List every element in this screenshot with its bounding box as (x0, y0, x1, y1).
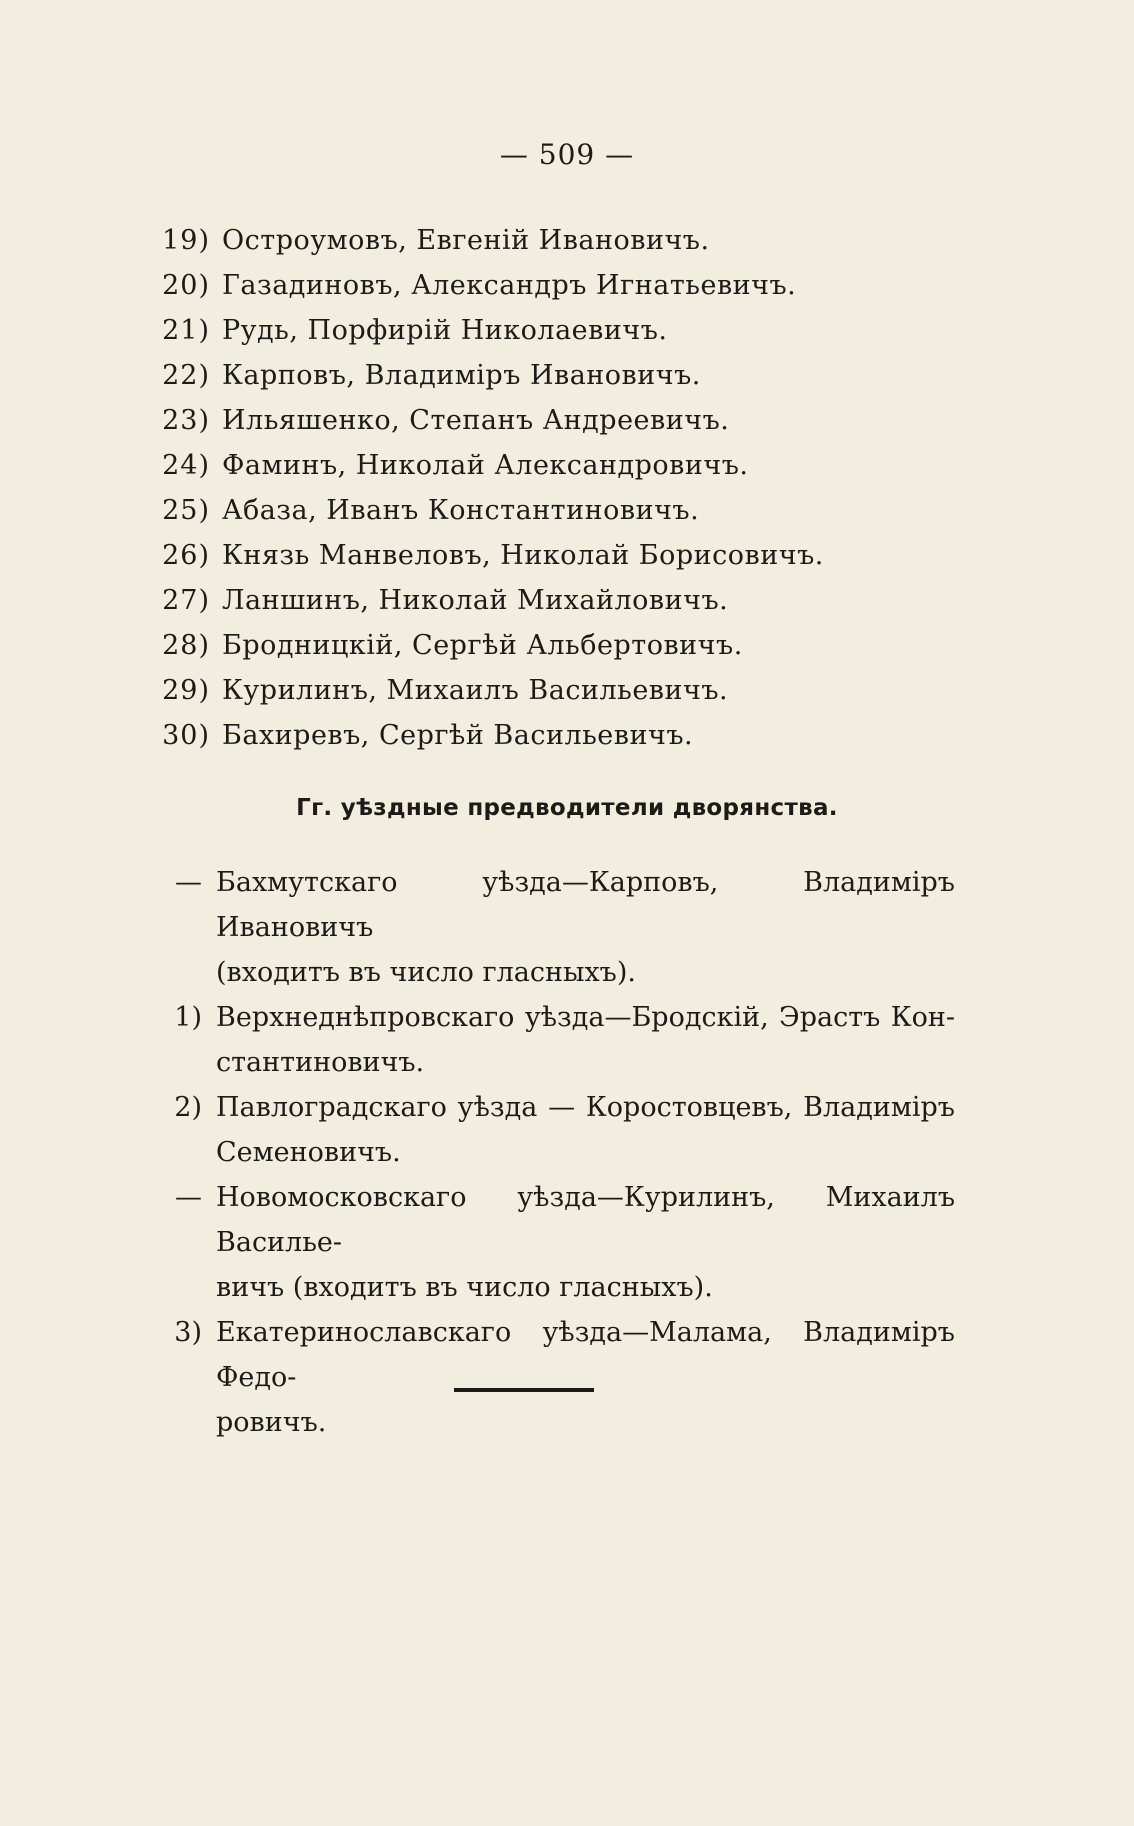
list-item (140, 995, 955, 1085)
entry-marker: 1) (174, 1002, 202, 1033)
item-number: 20) (162, 270, 210, 301)
item-number: 26) (162, 540, 210, 571)
entry-line: вичъ (входитъ въ число гласныхъ). (216, 1272, 713, 1303)
entry-text (216, 1310, 955, 1445)
member-name: Курилинъ, Михаилъ Васильевичъ. (222, 675, 729, 706)
list-item (148, 218, 998, 263)
list-item (148, 263, 998, 308)
entry-text (216, 1175, 955, 1310)
member-name: Газадиновъ, Александръ Игнатьевичъ. (222, 270, 797, 301)
list-item (140, 1310, 955, 1445)
entry-line: Павлоградскаго уѣзда — Коростовцевъ, Владиміръ (216, 1092, 955, 1123)
list-item (148, 533, 998, 578)
section-heading: Гг. уѣздные предводители дворянства. (296, 795, 838, 821)
item-number: 23) (162, 405, 210, 436)
list-item (140, 860, 955, 995)
list-item (140, 1175, 955, 1310)
item-number: 29) (162, 675, 210, 706)
member-name: Ильяшенко, Степанъ Андреевичъ. (222, 405, 730, 436)
item-number: 22) (162, 360, 210, 391)
entry-line: Екатеринославскаго уѣзда—Малама, Владиміръ Федо- (216, 1317, 955, 1393)
item-number: 25) (162, 495, 210, 526)
list-item (148, 578, 998, 623)
entry-text (216, 1085, 955, 1175)
member-name: Бродницкій, Сергѣй Альбертовичъ. (222, 630, 743, 661)
entry-marker: 2) (174, 1092, 202, 1123)
marshals-list (140, 860, 955, 1445)
entry-line: Верхнеднѣпровскаго уѣзда—Бродскій, Эрастъ Кон- (216, 1002, 955, 1033)
list-item (148, 353, 998, 398)
item-number: 30) (162, 720, 210, 751)
entry-line: Бахмутскаго уѣзда—Карповъ, Владиміръ Ивановичъ (216, 867, 955, 943)
member-name: Абаза, Иванъ Константиновичъ. (222, 495, 700, 526)
list-item (148, 623, 998, 668)
list-item (148, 488, 998, 533)
list-item (148, 713, 998, 758)
closing-rule (454, 1388, 594, 1392)
members-list (148, 218, 998, 758)
list-item (148, 308, 998, 353)
list-item (140, 1085, 955, 1175)
entry-line: Семеновичъ. (216, 1137, 401, 1168)
list-item (148, 398, 998, 443)
entry-line: ровичъ. (216, 1407, 327, 1438)
entry-marker: — (175, 867, 202, 898)
entry-text (216, 860, 955, 995)
member-name: Рудь, Порфирій Николаевичъ. (222, 315, 668, 346)
member-name: Карповъ, Владиміръ Ивановичъ. (222, 360, 701, 391)
entry-line: стантиновичъ. (216, 1047, 425, 1078)
entry-marker: — (175, 1182, 202, 1213)
page-number: — 509 — (499, 138, 635, 171)
member-name: Князь Манвеловъ, Николай Борисовичъ. (222, 540, 824, 571)
member-name: Остроумовъ, Евгеній Ивановичъ. (222, 225, 710, 256)
list-item (148, 443, 998, 488)
entry-line: (входитъ въ число гласныхъ). (216, 957, 636, 988)
item-number: 27) (162, 585, 210, 616)
item-number: 21) (162, 315, 210, 346)
entry-line: Новомосковскаго уѣзда—Курилинъ, Михаилъ Василье- (216, 1182, 955, 1258)
entry-text (216, 995, 955, 1085)
entry-marker: 3) (174, 1317, 202, 1348)
item-number: 24) (162, 450, 210, 481)
item-number: 19) (162, 225, 210, 256)
member-name: Бахиревъ, Сергѣй Васильевичъ. (222, 720, 694, 751)
member-name: Ланшинъ, Николай Михайловичъ. (222, 585, 729, 616)
member-name: Фаминъ, Николай Александровичъ. (222, 450, 749, 481)
item-number: 28) (162, 630, 210, 661)
list-item (148, 668, 998, 713)
